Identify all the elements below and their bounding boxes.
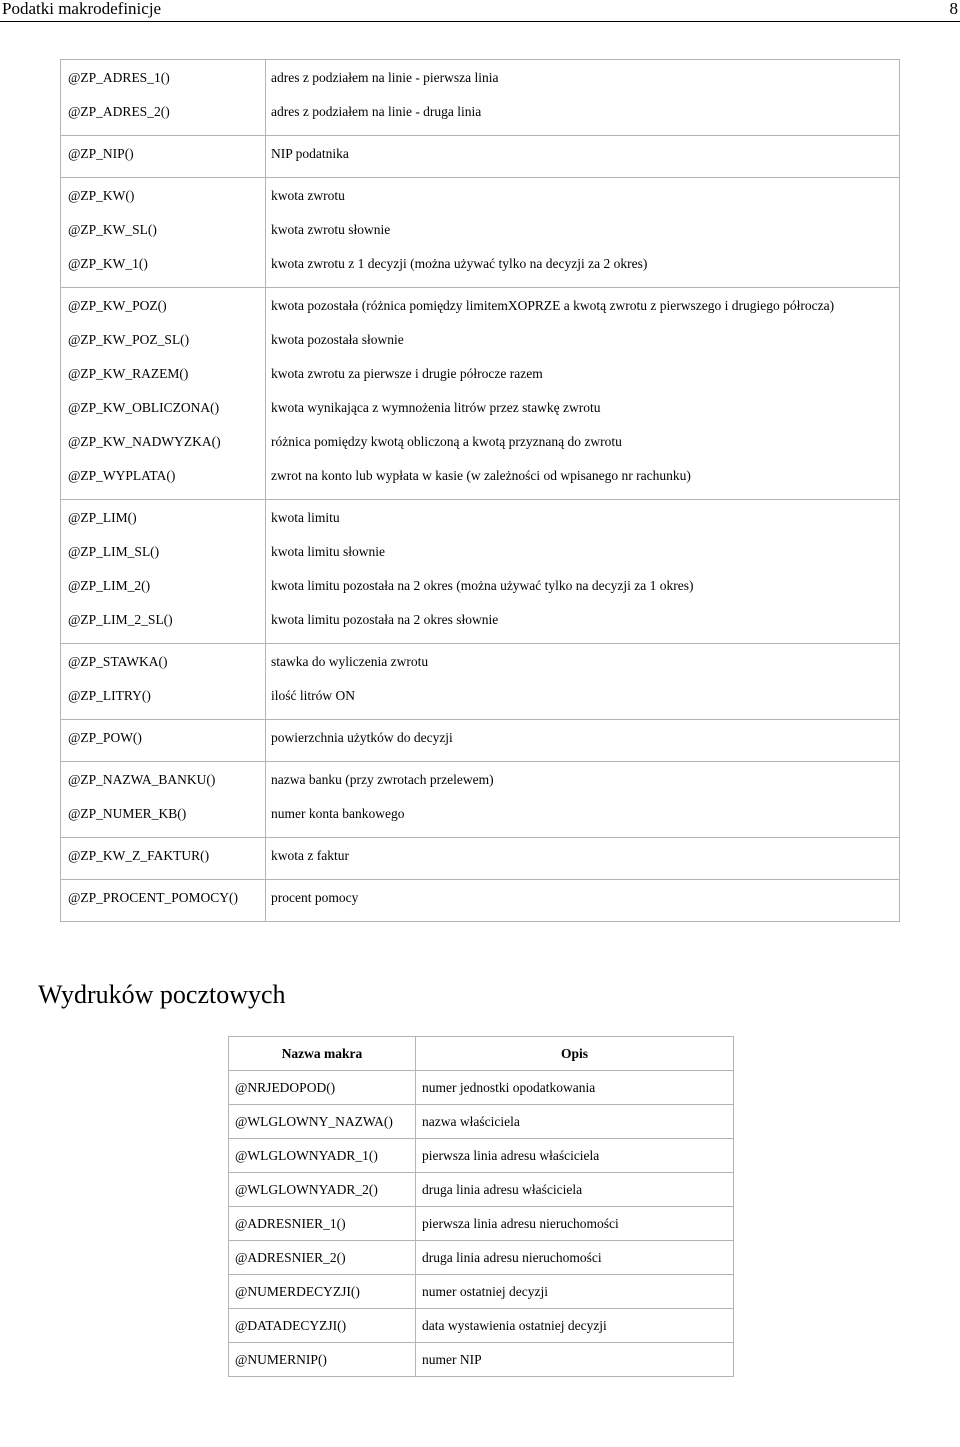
macro-description: zwrot na konto lub wypłata w kasie (w zależności od wpisanego nr rachunku)	[271, 467, 691, 483]
table-row	[61, 288, 900, 500]
macro-name-cell: @ADRESNIER_2()	[229, 1241, 416, 1275]
macro-description: kwota pozostała słownie	[271, 331, 404, 347]
macro-description: kwota zwrotu słownie	[271, 221, 391, 237]
macro-description: procent pomocy	[271, 889, 359, 905]
macro-name-cell: @ADRESNIER_1()	[229, 1207, 416, 1241]
macro-description: adres z podziałem na linie - druga linia	[271, 103, 482, 119]
macro-name-cell	[61, 500, 266, 644]
macro-name-cell	[61, 880, 266, 922]
macro-name-cell: @WLGLOWNY_NAZWA()	[229, 1105, 416, 1139]
macro-name: @ZP_NUMER_KB()	[68, 805, 187, 821]
macro-name: @ZP_ADRES_2()	[68, 103, 170, 119]
table-row	[61, 838, 900, 880]
table-header-row	[229, 1037, 734, 1071]
macro-name: @ZP_KW_POZ()	[68, 297, 167, 313]
macro-description-cell	[266, 720, 900, 762]
table-row	[229, 1071, 734, 1105]
macro-name: @ZP_LITRY()	[68, 687, 151, 703]
postal-macros-table	[228, 1036, 734, 1377]
table-row	[229, 1241, 734, 1275]
macro-description: kwota wynikająca z wymnożenia litrów przez stawkę zwrotu	[271, 399, 601, 415]
macro-name: @ZP_KW_RAZEM()	[68, 365, 189, 381]
macro-name-cell	[61, 720, 266, 762]
table-row	[61, 500, 900, 644]
macro-description-cell	[266, 178, 900, 288]
page-header	[0, 0, 960, 22]
macro-name: @ZP_POW()	[68, 729, 142, 745]
macro-description-cell: pierwsza linia adresu nieruchomości	[416, 1207, 734, 1241]
macro-name-cell: @WLGLOWNYADR_1()	[229, 1139, 416, 1173]
macro-name-cell	[61, 644, 266, 720]
table-row	[229, 1343, 734, 1377]
macro-description-cell: druga linia adresu właściciela	[416, 1173, 734, 1207]
macro-description-cell: numer NIP	[416, 1343, 734, 1377]
macro-name: @ZP_LIM()	[68, 509, 137, 525]
column-header-name: Nazwa makra	[229, 1037, 416, 1071]
macro-description-cell: numer ostatniej decyzji	[416, 1275, 734, 1309]
macro-name-cell: @NUMERNIP()	[229, 1343, 416, 1377]
macro-name: @ZP_KW_1()	[68, 255, 148, 271]
macro-name: @ZP_KW()	[68, 187, 135, 203]
macro-description: kwota zwrotu z 1 decyzji (można używać tylko na decyzji za 2 okres)	[271, 255, 648, 271]
page-number: 8	[949, 0, 958, 18]
table-row	[229, 1139, 734, 1173]
macro-name: @ZP_KW_Z_FAKTUR()	[68, 847, 210, 863]
macro-description: adres z podziałem na linie - pierwsza linia	[271, 69, 499, 85]
macro-description: nazwa banku (przy zwrotach przelewem)	[271, 771, 494, 787]
macro-name-cell	[61, 178, 266, 288]
table-row	[61, 136, 900, 178]
macro-description: stawka do wyliczenia zwrotu	[271, 653, 429, 669]
macro-description: kwota zwrotu za pierwsze i drugie półrocze razem	[271, 365, 543, 381]
macro-name: @ZP_ADRES_1()	[68, 69, 170, 85]
macro-name: @ZP_WYPLATA()	[68, 467, 176, 483]
macro-name-cell: @WLGLOWNYADR_2()	[229, 1173, 416, 1207]
macro-description-cell	[266, 288, 900, 500]
macro-name: @ZP_NIP()	[68, 145, 134, 161]
macro-description: kwota limitu pozostała na 2 okres (można używać tylko na decyzji za 1 okres)	[271, 577, 694, 593]
table-row	[61, 762, 900, 838]
table-row	[61, 178, 900, 288]
macro-description: kwota limitu	[271, 509, 340, 525]
macro-name: @ZP_LIM_2_SL()	[68, 611, 173, 627]
macro-description-cell: pierwsza linia adresu właściciela	[416, 1139, 734, 1173]
macro-name: @ZP_LIM_SL()	[68, 543, 160, 559]
macro-name-cell	[61, 136, 266, 178]
macro-name-cell	[61, 60, 266, 136]
macro-description: kwota limitu pozostała na 2 okres słownie	[271, 611, 499, 627]
macro-name: @ZP_PROCENT_POMOCY()	[68, 889, 238, 905]
macro-name: @ZP_KW_POZ_SL()	[68, 331, 190, 347]
table-row	[61, 880, 900, 922]
table-row	[229, 1105, 734, 1139]
table-row	[61, 720, 900, 762]
column-header-description: Opis	[416, 1037, 734, 1071]
macro-description: kwota limitu słownie	[271, 543, 385, 559]
macro-description-cell	[266, 644, 900, 720]
table-row	[229, 1309, 734, 1343]
macro-description: kwota zwrotu	[271, 187, 345, 203]
macro-description: ilość litrów ON	[271, 687, 355, 703]
macro-name-cell	[61, 762, 266, 838]
macro-description-cell: data wystawienia ostatniej decyzji	[416, 1309, 734, 1343]
section-title: Wydruków pocztowych	[38, 980, 286, 1009]
macro-name: @ZP_NAZWA_BANKU()	[68, 771, 216, 787]
macro-name: @ZP_KW_NADWYZKA()	[68, 433, 221, 449]
macro-name-cell	[61, 838, 266, 880]
macro-description-cell	[266, 500, 900, 644]
macro-description: numer konta bankowego	[271, 805, 405, 821]
macro-description: kwota pozostała (różnica pomiędzy limitemXOPRZE a kwotą zwrotu z pierwszego i drugiego półrocza)	[271, 297, 835, 313]
table-row	[229, 1275, 734, 1309]
table-row	[229, 1173, 734, 1207]
page-header-title: Podatki makrodefinicje	[2, 0, 162, 18]
macro-description-cell	[266, 762, 900, 838]
macro-description-cell: numer jednostki opodatkowania	[416, 1071, 734, 1105]
macro-name: @ZP_STAWKA()	[68, 653, 168, 669]
macro-description-cell	[266, 838, 900, 880]
macro-name: @ZP_KW_OBLICZONA()	[68, 399, 220, 415]
macro-description-cell: druga linia adresu nieruchomości	[416, 1241, 734, 1275]
macro-description: NIP podatnika	[271, 145, 349, 161]
macro-description: różnica pomiędzy kwotą obliczoną a kwotą przyznaną do zwrotu	[271, 433, 622, 449]
table-row	[61, 644, 900, 720]
macro-name: @ZP_KW_SL()	[68, 221, 157, 237]
macro-description: kwota z faktur	[271, 847, 349, 863]
table-row	[229, 1207, 734, 1241]
macro-name-cell: @NRJEDOPOD()	[229, 1071, 416, 1105]
macro-description-cell: nazwa właściciela	[416, 1105, 734, 1139]
macro-name-cell: @DATADECYZJI()	[229, 1309, 416, 1343]
macro-description: powierzchnia użytków do decyzji	[271, 729, 453, 745]
macro-name-cell	[61, 288, 266, 500]
macro-name-cell: @NUMERDECYZJI()	[229, 1275, 416, 1309]
macro-description-cell	[266, 60, 900, 136]
table-row	[61, 60, 900, 136]
macros-table	[60, 59, 900, 922]
macro-description-cell	[266, 880, 900, 922]
macro-description-cell	[266, 136, 900, 178]
macro-name: @ZP_LIM_2()	[68, 577, 151, 593]
